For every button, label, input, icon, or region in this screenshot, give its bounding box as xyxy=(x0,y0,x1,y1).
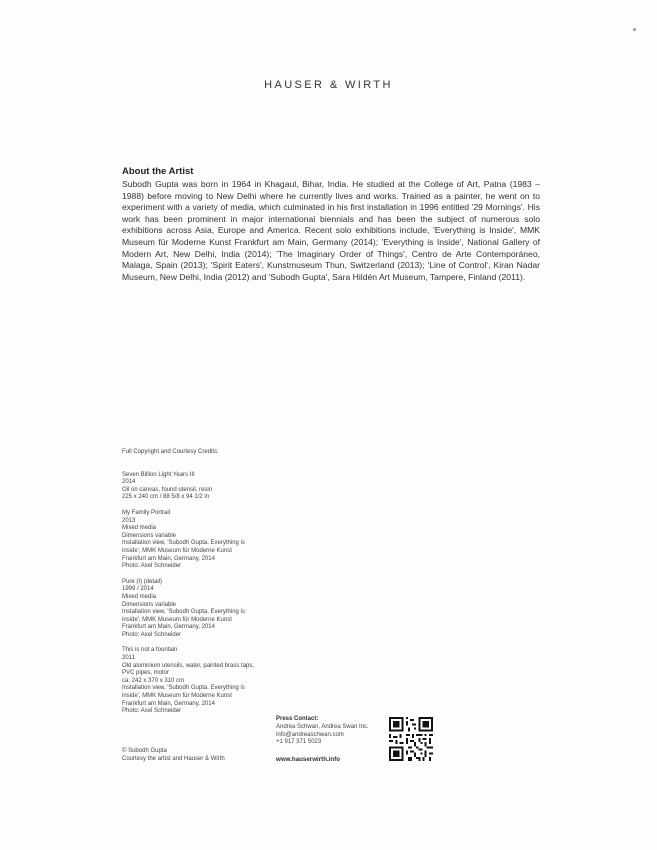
press-contact xyxy=(276,716,369,747)
credit-line: Oil on canvas, found utensil, resin xyxy=(122,486,213,493)
press-email[interactable]: info@andreaschwan.com xyxy=(276,731,344,738)
website-link[interactable]: www.hauserwirth.info xyxy=(276,756,341,763)
credit-line: inside', MMK Museum für Moderne Kunst xyxy=(122,693,232,700)
credit-line: Seven Billion Light Years III xyxy=(122,471,195,478)
credit-line: Photo: Axel Schneider xyxy=(122,708,182,715)
credit-line: Frankfurt am Main, Germany, 2014 xyxy=(122,624,215,631)
credit-line: This is not a fountain xyxy=(122,647,178,654)
credit-line: Installation view, 'Subodh Gupta. Everything is xyxy=(122,609,245,616)
copyright-block xyxy=(122,748,225,764)
credit-line: 2013 xyxy=(122,517,136,524)
press-title: Press Contact: xyxy=(276,716,319,722)
credit-line: Mixed media xyxy=(122,593,157,600)
credit-line: 1999 / 2014 xyxy=(122,586,154,593)
credit-line: Pure (I) (detail) xyxy=(122,578,163,585)
credits-list xyxy=(122,472,292,716)
about-section xyxy=(122,166,540,283)
credit-line: inside', MMK Museum für Moderne Kunst xyxy=(122,616,232,623)
credit-line: ca. 242 x 370 x 310 cm xyxy=(122,677,185,684)
credits-heading: Full Copyright and Courtesy Credits: xyxy=(122,449,219,455)
gallery-logo: HAUSER & WIRTH xyxy=(264,79,393,91)
scan-mark xyxy=(633,28,636,31)
credit-line: Frankfurt am Main, Germany, 2014 xyxy=(122,555,215,562)
credits-section xyxy=(122,449,292,724)
press-contact-name: Andrea Schwan, Andrea Swan Inc. xyxy=(276,723,369,730)
about-body: Subodh Gupta was born in 1964 in Khagaul, Bihar, India. He studied at the College of Art, Patna (1983 – 1988) before moving to New Delhi where he currently lives and works. Trained as a painter, he went on to experiment with a variety of media, which culminated in his first installation in 1996 entitled '29 Mornings'. His work has been prominent in major international biennials and has been the subject of numerous solo exhibitions across Asia, Europe and America. Recent solo exhibitions include, 'Everything is Inside', MMK Museum für Moderne Kunst Frankfurt am Main, Germany (2014); 'Everything is Inside', National Gallery of Modern Art, New Delhi, India (2014); 'The Imaginary Order of Things', Centro de Arte Contemporáneo, Malaga, Spain (2013); 'Spirit Eaters', Kunstmuseum Thun, Switzerland (2013); 'Line of Control', Kiran Nadar Museum, New Delhi, India (2012) and 'Subodh Gupta', Sara Hildén Art Museum, Tampere, Finland (2011). xyxy=(122,179,540,282)
credit-line: Photo: Axel Schneider xyxy=(122,631,182,638)
credit-line: inside', MMK Museum für Moderne Kunst xyxy=(122,547,232,554)
credit-line: Installation view, 'Subodh Gupta. Everything is xyxy=(122,685,245,692)
qr-code-icon xyxy=(389,717,433,761)
credit-entry xyxy=(122,510,292,571)
credit-line: My Family Portrait xyxy=(122,509,171,516)
credit-line: Mixed media xyxy=(122,525,157,532)
credit-line: 225 x 240 cm / 88 5/8 x 94 1/2 in xyxy=(122,494,210,501)
credit-line: PVC pipes, motor xyxy=(122,670,170,677)
credit-line: Frankfurt am Main, Germany, 2014 xyxy=(122,700,215,707)
courtesy-line: Courtesy the artist and Hauser & Wirth xyxy=(122,755,225,762)
credit-line: Dimensions variable xyxy=(122,601,177,608)
copyright-line: © Subodh Gupta xyxy=(122,748,167,754)
credit-entry xyxy=(122,472,292,502)
press-phone: +1 917 371 5023 xyxy=(276,739,322,746)
credit-line: Dimensions variable xyxy=(122,532,177,539)
credit-entry xyxy=(122,579,292,640)
credit-line: Photo: Axel Schneider xyxy=(122,563,182,570)
credit-entry xyxy=(122,647,292,715)
credit-line: Old aluminium utensils, water, painted brass taps, xyxy=(122,662,255,669)
credit-line: 2014 xyxy=(122,479,136,486)
about-heading: About the Artist xyxy=(122,166,194,177)
credit-line: Installation view, 'Subodh Gupta. Everything is xyxy=(122,540,245,547)
credit-line: 2011 xyxy=(122,655,135,662)
